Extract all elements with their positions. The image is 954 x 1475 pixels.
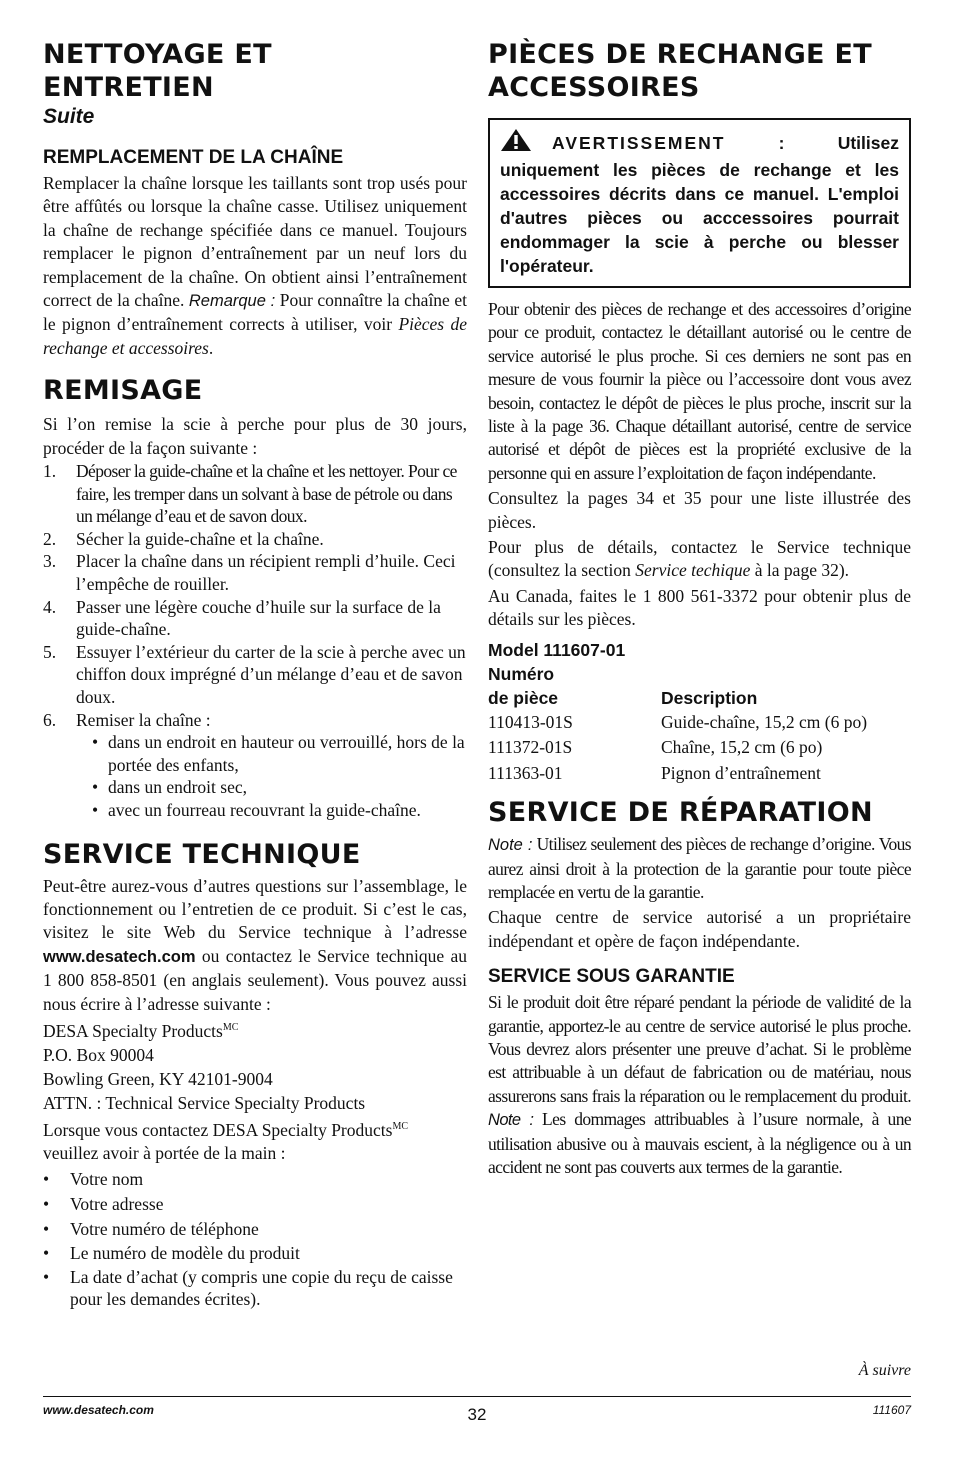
warning-box	[488, 118, 911, 288]
warning-text: Utilisez uniquement les pièces de rechange et les accessoires décrits dans ce manuel. L'emploi d'autres pièces ou acccessoires pourrait endommager la scie à perche ou blesser l'opérateur.	[500, 133, 899, 276]
mailing-address: DESA Specialty Products$^{MC}$ P.O. Box 90004 Bowling Green, KY 42101-9004 ATTN. : Technical Service Specialty Products	[43, 1020, 366, 1113]
list-item: 6. Remiser la chaîne : • dans un endroit en hauteur ou verrouillé, hors de la portée des enfants, • dans un endroit sec, • avec un fourreau recouvrant la guide-chaîne.	[43, 709, 467, 822]
storage-intro: Si l’on remise la scie à perche pour plus de 30 jours, procéder de la façon suivante :	[43, 414, 467, 458]
list-item: • La date d’achat (y compris une copie du reçu de caisse pour les demandes écrites).	[43, 1266, 467, 1311]
continued-label: À suivre	[858, 1362, 911, 1379]
page-number: 32	[467, 1405, 487, 1424]
table-row: 110413-01S Guide-chaîne, 15,2 cm (6 po)	[488, 711, 868, 732]
parts-table	[488, 662, 867, 787]
parts-list-paragraph: Consultez la pages 34 et 35 pour une liste illustrée des pièces.	[488, 488, 911, 532]
section-title-parts: PIÈCES DE RECHANGE ET ACCESSOIRES	[488, 39, 872, 103]
warranty-heading: SERVICE SOUS GARANTIE	[488, 966, 735, 988]
canada-paragraph: Au Canada, faites le 1 800 561-3372 pour obtenir plus de détails sur les pièces.	[488, 585, 911, 630]
section-subtitle: Suite	[43, 105, 95, 128]
model-number: Model 111607-01	[488, 639, 626, 660]
list-item: • Le numéro de modèle du produit	[43, 1241, 467, 1266]
repair-paragraph: Chaque centre de service autorisé a un propriétaire indépendant et opère de façon indépendante.	[488, 907, 911, 951]
table-header	[488, 662, 867, 710]
footer-code: 111607	[872, 1403, 911, 1417]
list-item: • Votre nom	[43, 1167, 467, 1192]
note-label: Remarque :	[188, 292, 276, 311]
list-item: 2. Sécher la guide-chaîne et la chaîne.	[43, 528, 324, 549]
list-item: • avec un fourreau recouvrant la guide-chaîne.	[92, 799, 467, 822]
parts-paragraph: Pour obtenir des pièces de rechange et des accessoires d’origine pour ce produit, contactez le détaillant autorisé ou le centre de service autorisé le plus proche. Si ces derniers ne sont pas en mesure de vous fournir la pièce ou l’accessoire dont vous avez besoin, contactez le dépôt de pièces le plus proche, inscrit sur la liste à la page 36. Chaque détaillant autorisé, centre de service autorisé et dépôt de pièces est la propriété exclusive de la personne qui en assure l’exploitation de façon indépendante.	[488, 299, 911, 483]
table-row: 111372-01S Chaîne, 15,2 cm (6 po)	[488, 737, 823, 758]
website-link[interactable]: www.desatech.com	[43, 947, 196, 966]
list-item: 4. Passer une légère couche d’huile sur la surface de la guide-chaîne.	[43, 596, 441, 640]
list-item: • Votre adresse	[43, 1192, 467, 1217]
column-header-description: Description	[661, 687, 758, 708]
warning-label: AVERTISSEMENT :	[552, 133, 787, 153]
section-title-tech-service: SERVICE TECHNIQUE	[43, 838, 361, 870]
list-item: • Votre numéro de téléphone	[43, 1217, 467, 1242]
section-title-cleaning: NETTOYAGE ET ENTRETIEN	[43, 39, 272, 103]
footer-website[interactable]: www.desatech.com	[43, 1403, 154, 1417]
contact-checklist	[43, 1167, 467, 1311]
list-item: • dans un endroit sec,	[92, 776, 467, 799]
tech-paragraph: Peut-être aurez-vous d’autres questions sur l’assemblage, le fonctionnement ou l’entretien de ce produit. Si c’est le cas, visitez le site Web du Service technique à l’adresse www.desatech.com ou contactez le Service technique au 1 800 858-8501 (en anglais seulement). Vous pouvez aussi nous écrire à l’adresse suivante :	[43, 875, 467, 1014]
section-title-repair: SERVICE DE RÉPARATION	[488, 797, 873, 829]
footer-divider	[43, 1396, 911, 1397]
right-column	[488, 38, 911, 1179]
list-item: 5. Essuyer l’extérieur du carter de la scie à perche avec un chiffon doux imprégné d’un mélange d’eau et de savon doux.	[43, 641, 466, 707]
warranty-paragraph: Si le produit doit être réparé pendant la période de validité de la garantie, apportez-le au centre de service autorisé le plus proche. Vous devrez alors présenter une preuve d’achat. Si le problème est attribuable à un défaut de fabrication ou de matériau, nous assurerons sans frais la réparation ou le remplacement du produit. Note : Les dommages attribuables à l’usure normale, à une utilisation abusive ou à mauvais escient, à la négligence ou à un accident ne sont pas couverts aux termes de la garantie.	[488, 992, 912, 1178]
table-row: 111363-01 Pignon d’entraînement	[488, 762, 821, 783]
chain-paragraph: Remplacer la chaîne lorsque les taillants sont trop usés pour être affûtés ou lorsque la chaîne casse. Utilisez uniquement la chaîne de rechange spécifiée dans ce manuel. Toujours remplacer le pignon d’entraînement par un neuf lors du remplacement de la chaîne. On obtient ainsi l’entraînement correct de la chaîne. Remarque : Pour connaître la chaîne et le pignon d’entraînement corrects à utiliser, voir Pièces de rechange et accessoires.	[43, 173, 467, 358]
tech-ref-paragraph: Pour plus de détails, contactez le Service technique (consultez la section Service techique à la page 32).	[488, 537, 911, 581]
left-column	[43, 38, 467, 1311]
column-header-part-number: Numéro de pièce	[488, 663, 559, 708]
list-item: • dans un endroit en hauteur ou verrouillé, hors de la portée des enfants,	[92, 731, 467, 776]
list-item: 1. Déposer la guide-chaîne et la chaîne et les nettoyer. Pour ce faire, les tremper dans un solvant à base de pétrole ou dans un mélange d’eau et de savon doux.	[43, 461, 457, 527]
warning-triangle-icon	[500, 128, 532, 158]
storage-steps	[43, 460, 467, 822]
storage-sub-list	[76, 731, 467, 821]
contact-paragraph: Lorsque vous contactez DESA Specialty Products$^{MC}$ veuillez avoir à portée de la main :	[43, 1119, 409, 1164]
list-item: 3. Placer la chaîne dans un récipient rempli d’huile. Ceci l’empêche de rouiller.	[43, 551, 456, 595]
chain-heading: REMPLACEMENT DE LA CHAÎNE	[43, 147, 344, 168]
parts-reference: Pièces de rechange et accessoires	[43, 314, 467, 358]
section-title-storage: REMISAGE	[43, 375, 203, 407]
repair-note: Note : Utilisez seulement des pièces de rechange d’origine. Vous aurez ainsi droit à la protection de la garantie pour toute pièce remplacée en vertu de la garantie.	[488, 834, 911, 902]
